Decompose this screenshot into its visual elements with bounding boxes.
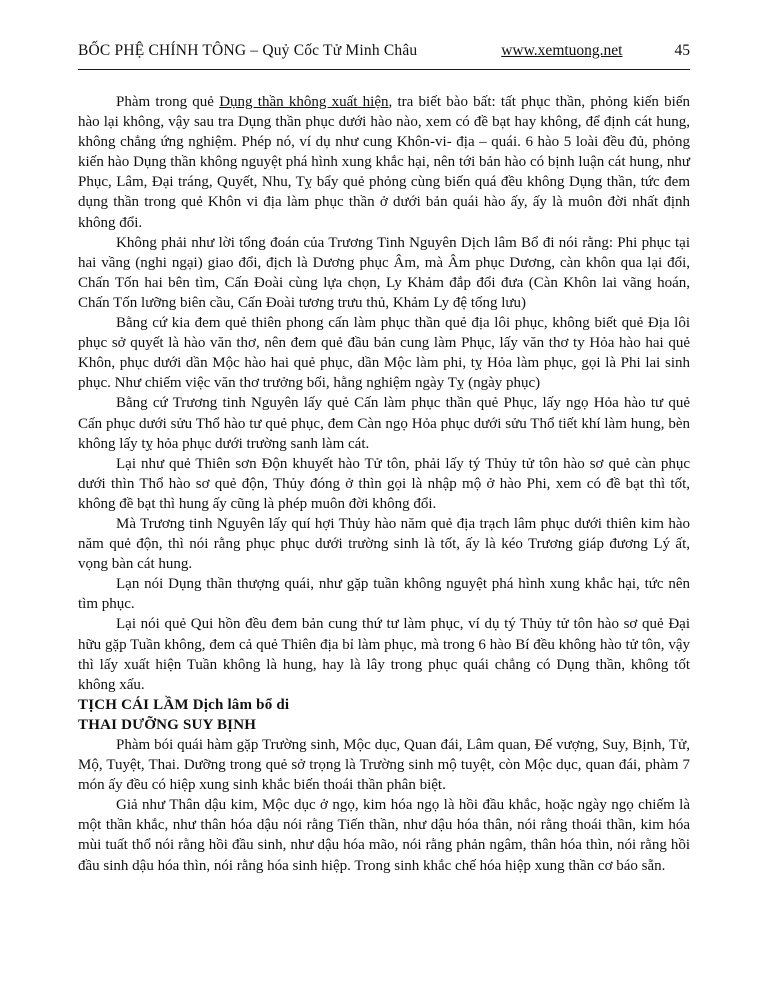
body-paragraph [78,92,690,233]
body-paragraph: Lạn nói Dụng thần thượng quái, như gặp tuần không nguyệt phá hình xung khắc hại, tức nên tìm phục. [78,576,690,613]
page-number: 45 [674,42,690,59]
body-paragraph: Phàm bói quái hàm gặp Trường sinh, Mộc dục, Quan đái, Lâm quan, Đế vượng, Suy, Bịnh, Tử, Mộ, Tuyệt, Thai. Dưỡng trong quẻ sở trọng là Trường sinh mộ tuyệt, còn Mộc dục, quan đái, phàm 7 món ấy đều có hiệp xung sinh khắc biến thoái thần phân biệt. [78,737,690,794]
paragraph-text: , tra biết bào bất: tất phục thần, phỏng kiến biến hào lại không, vậy sau tra Dụng thần phục dưới hào nào, xem có đề bạt hay không, để định cát hung, không chẳng ứng nghiệm. Phép nó, ví dụ như cung Khôn-vi- địa – quái. 6 hào 5 loài đều đủ, phỏng kiến hào Dụng thần không nguyệt phá hình xung khắc hại, nên tới bản hào có bịnh luận cát hung, như Phục, Lâm, Đại tráng, Quyết, Nhu, Tỵ bẩy quẻ phỏng cùng biến quá đều không Dụng thần, tức đem dụng thần trong quẻ Khôn vi địa làm phục thần ở dưới bản quái hào ấy, ấy là muôn đời nhất định không đổi. [78,94,690,231]
website-link[interactable]: www.xemtuong.net [501,42,623,59]
section-heading-tich-cai-lam: TỊCH CÁI LẦM Dịch lâm bổ di [78,696,290,713]
body-paragraph: Bằng cứ kia đem quẻ thiên phong cấn làm phục thần quẻ địa lôi phục, không biết quẻ Địa lôi phục sở quyết là hào văn thơ, nên đem quẻ đầu bản cung làm Phục, lấy văn thơ ty Hỏa hào hai quẻ Khôn, phục dưới dần Mộc hào hai quẻ phục, dần Mộc làm phi, tỵ Hỏa làm phục, gọi là Phi lai sinh phục. Như chiếm việc văn thơ trưởng bối, hằng nghiệm ngày Tỵ (ngày phục) [78,315,690,392]
section-heading-thai-duong-suy-binh: THAI DƯỠNG SUY BỊNH [78,716,257,733]
paragraph-text: Phàm trong quẻ [116,94,220,110]
body-paragraph: Không phải như lời tổng đoán của Trương Tinh Nguyên Dịch lâm Bổ đi nói rằng: Phi phục tại hai vầng (nghi ngại) giao đổi, địch là Dương phục Âm, mà Âm phục Dương, càn khôn qua lại đổi, Chấn Tốn hai bên tìm, Cấn Đoài cùng lựa chọn, Ly Khảm đắp đổi đưa (Càn Khôn lai vãng hoán, Chấn Tốn lưỡng biên cầu, Cấn Đoài tương trưu thủ, Khảm Ly đệ tống lưu) [78,234,690,311]
page-header [78,42,690,70]
body-paragraph: Bằng cứ Trương tinh Nguyên lấy quẻ Cấn làm phục thần quẻ Phục, lấy ngọ Hỏa hào tư quẻ Cấn phục dưới sửu Thổ hào tư quẻ phục, đem Càn ngọ Hỏa phục dưới sửu Thổ tiết khí làm hung, bèn không lấy tỵ hỏa phục dưới trường sanh làm cát. [78,395,690,452]
body-paragraph: Mà Trương tinh Nguyên lấy quí hợi Thủy hào năm quẻ địa trạch lâm phục dưới thiên kim hào năm quẻ độn, thì nói rằng phục phục dưới trường sinh là tốt, ấy là kéo Trương giáp đương Lý ất, vọng bàn cát hung. [78,515,690,573]
body-paragraph: Giả như Thân dậu kim, Mộc dục ở ngọ, kim hóa ngọ là hồi đầu khắc, hoặc ngày ngọ chiếm là một thần khắc, như thân hóa dậu nói rằng Tiến thần, như dậu hóa thân, nói rằng thoái thần, kim hóa mùi tuất thổ nói rằng hồi đầu sinh, như dậu hóa mão, nói rằng phản ngâm, thân hóa thìn, nói rằng hồi đầu sinh dậu hóa thìn, nói rằng hóa sinh hiệp. Trong sinh khắc chế hóa hiệp xung thần cơ báo sẵn. [78,797,690,874]
document-body [78,70,690,876]
book-title: BỐC PHỆ CHÍNH TÔNG – Quỷ Cốc Tử Minh Châu [78,42,418,59]
body-paragraph: Lại nói quẻ Qui hồn đều đem bản cung thứ tư làm phục, ví dụ tý Thủy tử tôn hào sơ quẻ Đại hữu gặp Tuần không, đem cả quẻ Thiên địa bỉ làm phục, mà trong 6 hào Bí đều không hào tử tôn, vậy thì lấy xuất hiện Tuần không là hung, hay là lây trong phục quái chẳng có Dụng thần, không tốt không xấu. [78,616,690,693]
body-paragraph: Lại như quẻ Thiên sơn Độn khuyết hào Tử tôn, phải lấy tý Thủy tử tôn hào sơ quẻ càn phục dưới thìn Thổ hào sơ quẻ độn, Thủy đóng ở thìn gọi là nhập mộ ở hào Phi, xem có đề bạt thì tốt, không đề bạt thì hung ấy cũng là phép muôn đời không đổi. [78,455,690,512]
underlined-phrase: Dụng thần không xuất hiện [219,94,389,110]
